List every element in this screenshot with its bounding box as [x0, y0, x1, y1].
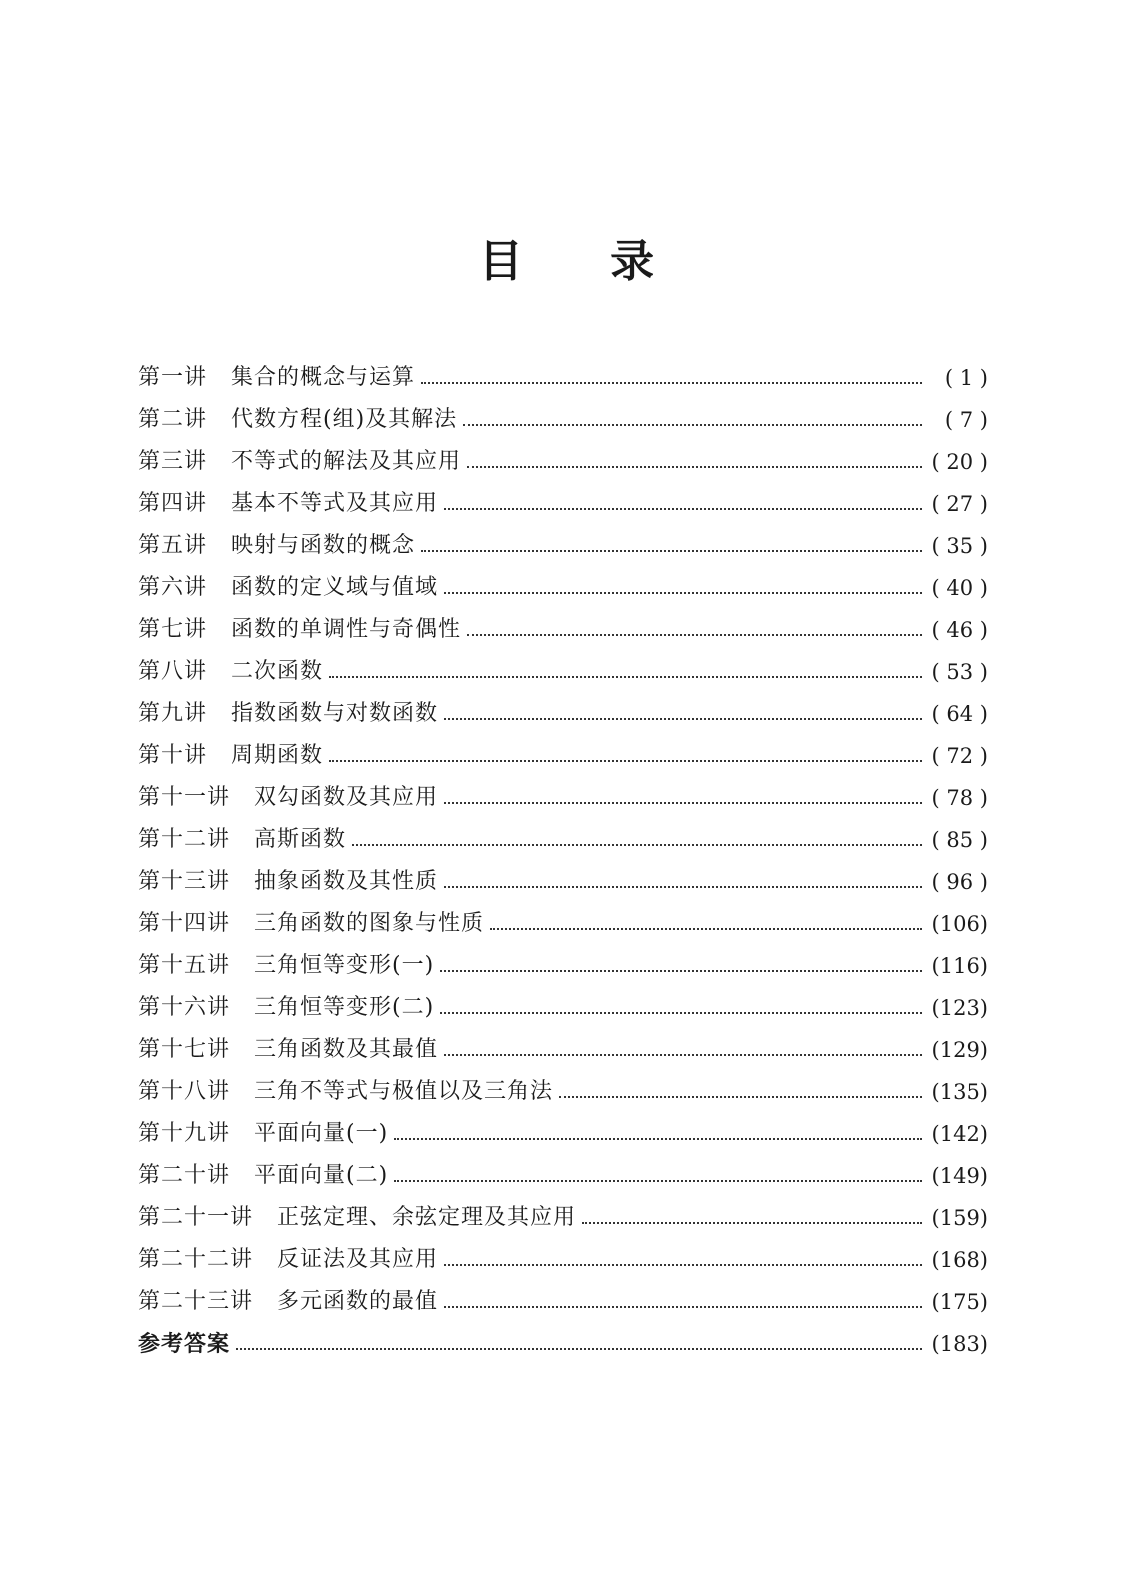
toc-chapter-number: 第五讲: [138, 533, 208, 558]
toc-dot-leader: [463, 399, 922, 441]
toc-page-number: ( 64 ): [931, 702, 988, 726]
toc-chapter-title: 函数的单调性与奇偶性: [231, 617, 462, 642]
toc-page-number: (142): [931, 1122, 988, 1146]
toc-chapter-number: 第十讲: [138, 743, 208, 768]
toc-chapter-title: 指数函数与对数函数: [231, 701, 439, 726]
toc-page-number: ( 96 ): [931, 870, 988, 894]
toc-chapter-title: 正弦定理、余弦定理及其应用: [277, 1205, 577, 1230]
toc-chapter-title: 高斯函数: [254, 827, 347, 852]
toc-page-number: (183): [931, 1332, 988, 1356]
toc-chapter-number: 第十二讲: [138, 827, 231, 852]
toc-chapter-number: 第十八讲: [138, 1079, 231, 1104]
toc-chapter-title: 三角不等式与极值以及三角法: [254, 1079, 554, 1104]
toc-chapter-title: 函数的定义域与值域: [231, 575, 439, 600]
toc-chapter-title: 基本不等式及其应用: [231, 491, 439, 516]
toc-chapter-title: 三角函数及其最值: [254, 1037, 439, 1062]
toc-entry: [138, 1071, 988, 1113]
toc-entry-answers: [138, 1323, 988, 1365]
toc-chapter-title: 映射与函数的概念: [231, 533, 416, 558]
toc-page-number: ( 78 ): [931, 786, 988, 810]
toc-page-number: ( 35 ): [931, 534, 988, 558]
toc-chapter-title: 双勾函数及其应用: [254, 785, 439, 810]
toc-chapter-title: 代数方程(组)及其解法: [231, 407, 458, 432]
toc-dot-leader: [467, 609, 922, 651]
toc-dot-leader: [444, 861, 922, 903]
toc-entry: [138, 441, 988, 483]
toc-chapter-number: 第二十一讲: [138, 1205, 254, 1230]
toc-chapter-title: 多元函数的最值: [277, 1289, 439, 1314]
toc-page-number: (106): [931, 912, 988, 936]
toc-dot-leader: [394, 1113, 922, 1155]
toc-dot-leader: [352, 819, 922, 861]
toc-chapter-number: 第十七讲: [138, 1037, 231, 1062]
toc-dot-leader: [329, 735, 922, 777]
toc-page-number: (168): [931, 1248, 988, 1272]
toc-page-number: ( 46 ): [931, 618, 988, 642]
toc-dot-leader: [490, 903, 922, 945]
toc-entry: [138, 1239, 988, 1281]
toc-page-number: ( 20 ): [931, 450, 988, 474]
toc-entry: [138, 525, 988, 567]
toc-entry: [138, 819, 988, 861]
toc-chapter-title: 二次函数: [231, 659, 324, 684]
toc-chapter-title: 不等式的解法及其应用: [231, 449, 462, 474]
toc-dot-leader: [394, 1155, 922, 1197]
toc-entry: [138, 609, 988, 651]
toc-entry: [138, 651, 988, 693]
toc-chapter-title: 三角恒等变形(二): [254, 995, 435, 1020]
toc-dot-leader: [444, 567, 922, 609]
toc-page-number: (116): [931, 954, 988, 978]
toc-dot-leader: [421, 357, 922, 399]
toc-page-number: (175): [931, 1290, 988, 1314]
toc-entry: [138, 1197, 988, 1239]
toc-entry: [138, 399, 988, 441]
toc-page-number: ( 72 ): [931, 744, 988, 768]
toc-page-number: (129): [931, 1038, 988, 1062]
toc-dot-leader: [440, 945, 922, 987]
toc-page-number: (123): [931, 996, 988, 1020]
toc-dot-leader: [444, 483, 922, 525]
toc-chapter-number: 第十五讲: [138, 953, 231, 978]
toc-dot-leader: [444, 1239, 922, 1281]
toc-dot-leader: [236, 1323, 922, 1365]
toc-entry: [138, 483, 988, 525]
toc-chapter-number: 第八讲: [138, 659, 208, 684]
toc-chapter-title: 集合的概念与运算: [231, 365, 416, 390]
toc-page-number: ( 40 ): [931, 576, 988, 600]
toc-chapter-number: 第十六讲: [138, 995, 231, 1020]
toc-dot-leader: [582, 1197, 922, 1239]
toc-chapter-number: 第十九讲: [138, 1121, 231, 1146]
toc-chapter-number: 第四讲: [138, 491, 208, 516]
toc-page-number: (149): [931, 1164, 988, 1188]
toc-page-number: ( 1 ): [944, 366, 988, 390]
toc-entry: [138, 567, 988, 609]
toc-chapter-number: 第二十二讲: [138, 1247, 254, 1272]
toc-entry: [138, 903, 988, 945]
toc-page-number: ( 53 ): [931, 660, 988, 684]
toc-chapter-number: 第九讲: [138, 701, 208, 726]
toc-dot-leader: [444, 777, 922, 819]
toc-entry: [138, 357, 988, 399]
toc-dot-leader: [559, 1071, 922, 1113]
toc-dot-leader: [467, 441, 922, 483]
toc-entry: [138, 1113, 988, 1155]
toc-chapter-number: 第十三讲: [138, 869, 231, 894]
toc-chapter-number: 第七讲: [138, 617, 208, 642]
toc-chapter-title: 平面向量(一): [254, 1121, 389, 1146]
toc-page-number: ( 7 ): [944, 408, 988, 432]
toc-entry: [138, 987, 988, 1029]
toc-chapter-number: 第三讲: [138, 449, 208, 474]
toc-page-number: ( 27 ): [931, 492, 988, 516]
toc-entry: [138, 861, 988, 903]
toc-chapter-number: 第十四讲: [138, 911, 231, 936]
toc-chapter-title: 反证法及其应用: [277, 1247, 439, 1272]
toc-entry: [138, 777, 988, 819]
toc-entry: [138, 1155, 988, 1197]
toc-page-number: (159): [931, 1206, 988, 1230]
toc-entry: [138, 1281, 988, 1323]
toc-dot-leader: [440, 987, 922, 1029]
toc-chapter-number: 第二讲: [138, 407, 208, 432]
toc-chapter-title: 三角恒等变形(一): [254, 953, 435, 978]
toc-entry: [138, 693, 988, 735]
toc-chapter-number: 第六讲: [138, 575, 208, 600]
toc-chapter-number: 第一讲: [138, 365, 208, 390]
toc-chapter-title: 周期函数: [231, 743, 324, 768]
toc-entry: [138, 1029, 988, 1071]
toc-dot-leader: [444, 693, 922, 735]
toc-page-number: (135): [931, 1080, 988, 1104]
toc-chapter-number: 第二十三讲: [138, 1289, 254, 1314]
toc-chapter-number: 第二十讲: [138, 1163, 231, 1188]
toc-dot-leader: [444, 1281, 922, 1323]
toc-entry: [138, 945, 988, 987]
toc-chapter-title: 三角函数的图象与性质: [254, 911, 485, 936]
toc-dot-leader: [421, 525, 922, 567]
toc-chapter-number: 第十一讲: [138, 785, 231, 810]
toc-chapter-title: 平面向量(二): [254, 1163, 389, 1188]
toc-dot-leader: [329, 651, 922, 693]
table-of-contents: [138, 357, 988, 1365]
toc-entry: [138, 735, 988, 777]
toc-dot-leader: [444, 1029, 922, 1071]
toc-chapter-title: 抽象函数及其性质: [254, 869, 439, 894]
toc-page-number: ( 85 ): [931, 828, 988, 852]
toc-answers-label: 参考答案: [138, 1331, 231, 1357]
page-title: 目 录: [478, 236, 691, 287]
